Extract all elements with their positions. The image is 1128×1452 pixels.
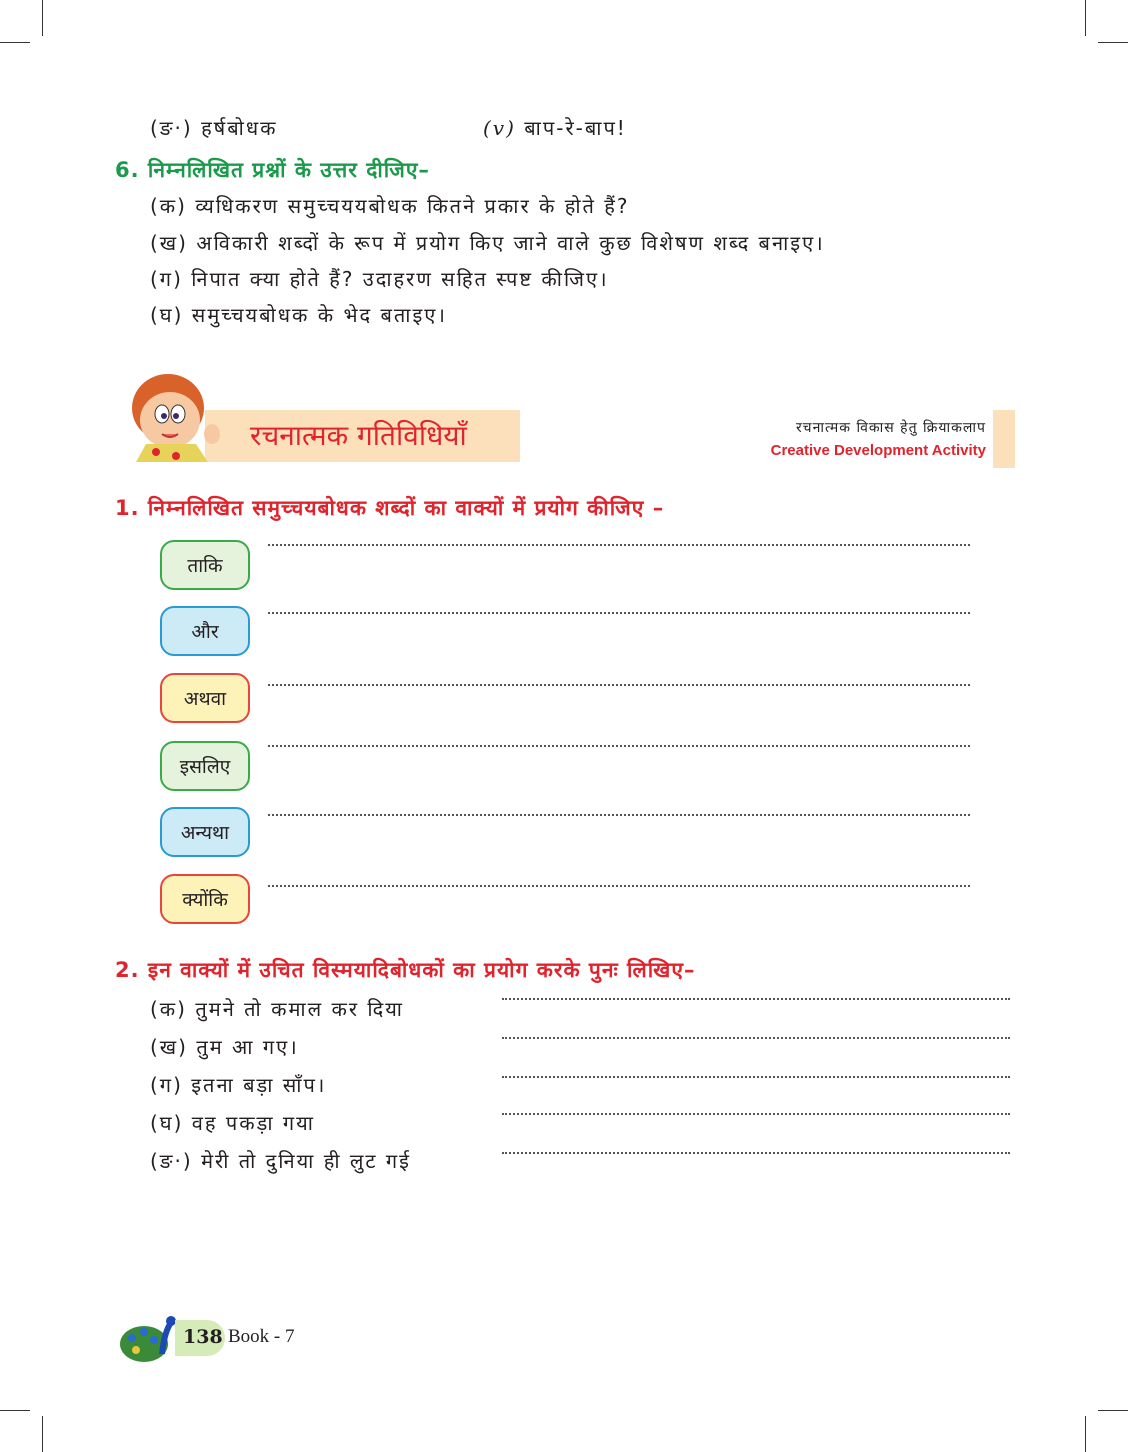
a2-item-label: (क)	[150, 997, 187, 1021]
a2-item	[150, 995, 404, 1022]
q6-heading	[115, 156, 430, 184]
q6-item	[150, 265, 609, 292]
crop-mark	[0, 1410, 30, 1411]
q6-item-text: व्यधिकरण समुच्चययबोधक कितने प्रकार के होते हैं?	[195, 194, 630, 218]
word-pill-text: अन्यथा	[180, 822, 230, 844]
crop-mark	[1085, 1416, 1086, 1452]
a2-item-text: तुमने तो कमाल कर दिया	[195, 997, 404, 1021]
answer-line[interactable]	[268, 745, 970, 747]
q6-item-label: (ख)	[150, 231, 188, 255]
q6-item-label: (ग)	[150, 267, 183, 291]
a2-item-text: मेरी तो दुनिया ही लुट गई	[201, 1149, 411, 1173]
a2-item-text: इतना बड़ा साँप।	[191, 1073, 327, 1097]
answer-line[interactable]	[502, 998, 1010, 1000]
word-pill	[160, 606, 250, 656]
word-pill	[160, 741, 250, 791]
a1-number: 1.	[115, 496, 140, 520]
crop-mark	[42, 1416, 43, 1452]
q6-item	[150, 229, 825, 256]
answer-line[interactable]	[502, 1113, 1010, 1115]
q6-item	[150, 301, 447, 328]
q6-item-label: (घ)	[150, 303, 184, 327]
answer-line[interactable]	[268, 885, 970, 887]
q6-item-label: (क)	[150, 194, 187, 218]
a2-item-label: (ख)	[150, 1035, 188, 1059]
answer-line[interactable]	[502, 1076, 1010, 1078]
prev-item-label: (ङ·)	[150, 116, 193, 140]
q6-item-text: निपात क्या होते हैं? उदाहरण सहित स्पष्ट कीजिए।	[191, 267, 609, 291]
q6-title: निम्नलिखित प्रश्नों के उत्तर दीजिए–	[147, 158, 430, 182]
boy-mascot-illustration	[116, 364, 226, 464]
a2-item	[150, 1033, 299, 1060]
crop-mark	[1098, 1410, 1128, 1411]
q6-item-text: अविकारी शब्दों के रूप में प्रयोग किए जाने वाले कुछ विशेषण शब्द बनाइए।	[196, 231, 825, 255]
a2-item-text: वह पकड़ा गया	[191, 1111, 315, 1135]
answer-line[interactable]	[268, 612, 970, 614]
prev-item	[150, 114, 278, 141]
prev-item-answer-text: बाप-रे-बाप!	[524, 116, 627, 140]
a2-number: 2.	[115, 958, 140, 982]
a2-item-text: तुम आ गए।	[196, 1035, 299, 1059]
word-pill-text: क्योंकि	[182, 889, 228, 911]
activity-side-english: Creative Development Activity	[770, 442, 986, 459]
word-pill	[160, 673, 250, 723]
a2-item	[150, 1147, 411, 1174]
a2-item-label: (घ)	[150, 1111, 184, 1135]
q6-item-text: समुच्चयबोधक के भेद बताइए।	[191, 303, 447, 327]
q6-item	[150, 192, 630, 219]
answer-line[interactable]	[268, 684, 970, 686]
book-label: Book - 7	[228, 1326, 295, 1347]
a2-heading	[115, 956, 695, 984]
answer-line[interactable]	[502, 1037, 1010, 1039]
q6-number: 6.	[115, 158, 140, 182]
page-number: 138	[183, 1326, 223, 1348]
activity-side-tab	[993, 410, 1015, 468]
a2-item-label: (ङ·)	[150, 1149, 193, 1173]
a1-title: निम्नलिखित समुच्चयबोधक शब्दों का वाक्यों में प्रयोग कीजिए –	[147, 496, 665, 520]
word-pill	[160, 807, 250, 857]
prev-item-text: हर्षबोधक	[201, 116, 278, 140]
activity-side-hindi: रचनात्मक विकास हेतु क्रियाकलाप	[795, 420, 986, 436]
word-pill	[160, 874, 250, 924]
a2-title: इन वाक्यों में उचित विस्मयादिबोधकों का प्रयोग करके पुनः लिखिए–	[147, 958, 696, 982]
a2-item	[150, 1071, 326, 1098]
a2-item	[150, 1109, 315, 1136]
word-pill	[160, 540, 250, 590]
a1-heading	[115, 494, 664, 522]
word-pill-text: और	[191, 621, 219, 643]
a2-item-label: (ग)	[150, 1073, 183, 1097]
answer-line[interactable]	[268, 544, 970, 546]
crop-mark	[42, 0, 43, 36]
crop-mark	[1085, 0, 1086, 36]
answer-line[interactable]	[268, 814, 970, 816]
crop-mark	[0, 42, 30, 43]
prev-item-answer	[483, 114, 627, 141]
activity-banner-title: रचनात्मक गतिविधियाँ	[250, 419, 467, 452]
crop-mark	[1098, 42, 1128, 43]
word-pill-text: अथवा	[183, 688, 227, 710]
word-pill-text: इसलिए	[179, 756, 231, 778]
word-pill-text: ताकि	[187, 555, 223, 577]
prev-item-roman: (v)	[483, 116, 516, 140]
answer-line[interactable]	[502, 1152, 1010, 1154]
